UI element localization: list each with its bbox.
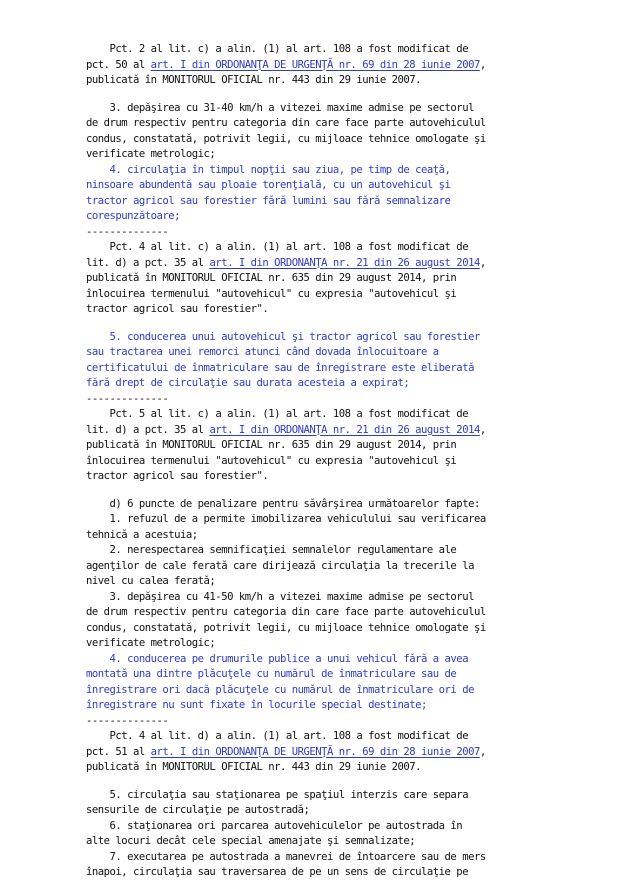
paragraph-gap	[86, 318, 606, 330]
list-item: 1. refuzul de a permite imobilizarea vehiculului sau verificarea tehnică a acestuia;	[86, 513, 486, 541]
amendment-note	[86, 42, 606, 89]
paragraph-gap	[86, 485, 606, 497]
list-item: 6. staţionarea ori parcarea autovehiculelor pe autostrada în alte locuri decât cele special amenajate şi semnalizate;	[86, 819, 463, 847]
amended-list-item: 4. conducerea pe drumurile publice a unui vehicul fără a avea montată una dintre plăcuţele cu numărul de înmatriculare sau de înregistrare ori dacă plăcuţele cu numărul de înmatriculare ori de înregistrare nu sunt fixate în locurile special destinate;	[86, 652, 474, 711]
note-text: , publicată în MONITORUL OFICIAL nr. 635 din 29 august 2014, prin înlocuirea termenului "autovehicul" cu expresia "autovehicul şi tractor agricol sau forestier".	[86, 423, 486, 482]
list-item: 3. depăşirea cu 31-40 km/h a vitezei maxime admise pe sectorul de drum respectiv pentru categoria din care face parte autovehiculul condus, constatată, potrivit legii, cu mijloace tehnice omologate şi verificate metrologic;	[86, 101, 486, 160]
law-link[interactable]: art. I din ORDONANŢA nr. 21 din 26 august 2014	[209, 423, 480, 436]
amended-list-item: 4. circulaţia în timpul nopţii sau ziua, pe timp de ceaţă, ninsoare abundentă sau ploaie torenţială, cu un autovehicul şi tractor agricol sau forestier fără lumini sau fără semnalizare corespunzătoare;	[86, 163, 451, 222]
list-item: 5. circulaţia sau staţionarea pe spaţiul interzis care separa sensurile de circulaţie pe autostradă;	[86, 788, 469, 816]
amendment-note	[86, 729, 606, 776]
separator-line: --------------	[86, 225, 169, 238]
note-text: Pct. 4 al lit. d) a alin. (1) al art. 108 a fost modificat de pct. 51 al	[86, 730, 469, 758]
paragraph-gap	[86, 776, 606, 788]
note-text: , publicată în MONITORUL OFICIAL nr. 443 din 29 iunie 2007.	[86, 745, 486, 773]
amendment-note	[86, 407, 606, 485]
document-body	[86, 42, 606, 881]
note-text: Pct. 5 al lit. c) a alin. (1) al art. 108 a fost modificat de lit. d) a pct. 35 al	[86, 408, 469, 436]
separator-line: --------------	[86, 392, 169, 405]
section-heading: d) 6 puncte de penalizare pentru săvârşirea următoarelor fapte:	[86, 497, 480, 510]
paragraph-gap	[86, 89, 606, 101]
law-link[interactable]: art. I din ORDONANŢA nr. 21 din 26 august 2014	[209, 256, 480, 269]
amended-list-item: 5. conducerea unui autovehicul şi tractor agricol sau forestier sau tractarea unei remorci atunci când dovada înlocuitoare a certificatului de înmatriculare sau de înregistrare este eliberată fără drept de circulaţie sau durata acesteia a expirat;	[86, 330, 480, 389]
law-link[interactable]: art. I din ORDONANŢA DE URGENŢĂ nr. 69 din 28 iunie 2007	[150, 745, 480, 758]
amendment-note	[86, 240, 606, 318]
note-text: Pct. 4 al lit. c) a alin. (1) al art. 108 a fost modificat de lit. d) a pct. 35 al	[86, 241, 469, 269]
note-text: , publicată în MONITORUL OFICIAL nr. 443 din 29 iunie 2007.	[86, 58, 486, 86]
list-item: 7. executarea pe autostrada a manevrei de întoarcere sau de mers înapoi, circulaţia sau traversarea de pe un sens de circulaţie pe	[86, 850, 486, 878]
note-text: , publicată în MONITORUL OFICIAL nr. 635 din 29 august 2014, prin înlocuirea termenului "autovehicul" cu expresia "autovehicul şi tractor agricol sau forestier".	[86, 256, 486, 315]
list-item: 3. depăşirea cu 41-50 km/h a vitezei maxime admise pe sectorul de drum respectiv pentru categoria din care face parte autovehiculul condus, constatată, potrivit legii, cu mijloace tehnice omologate şi verificate metrologic;	[86, 590, 486, 649]
separator-line: --------------	[86, 714, 169, 727]
list-item: 2. nerespectarea semnificaţiei semnalelor regulamentare ale agenţilor de cale ferată care dirijează circulaţia la trecerile la nivel cu calea ferată;	[86, 544, 474, 587]
law-link[interactable]: art. I din ORDONANŢA DE URGENŢĂ nr. 69 din 28 iunie 2007	[150, 58, 480, 71]
note-text: Pct. 2 al lit. c) a alin. (1) al art. 108 a fost modificat de pct. 50 al	[86, 43, 469, 71]
